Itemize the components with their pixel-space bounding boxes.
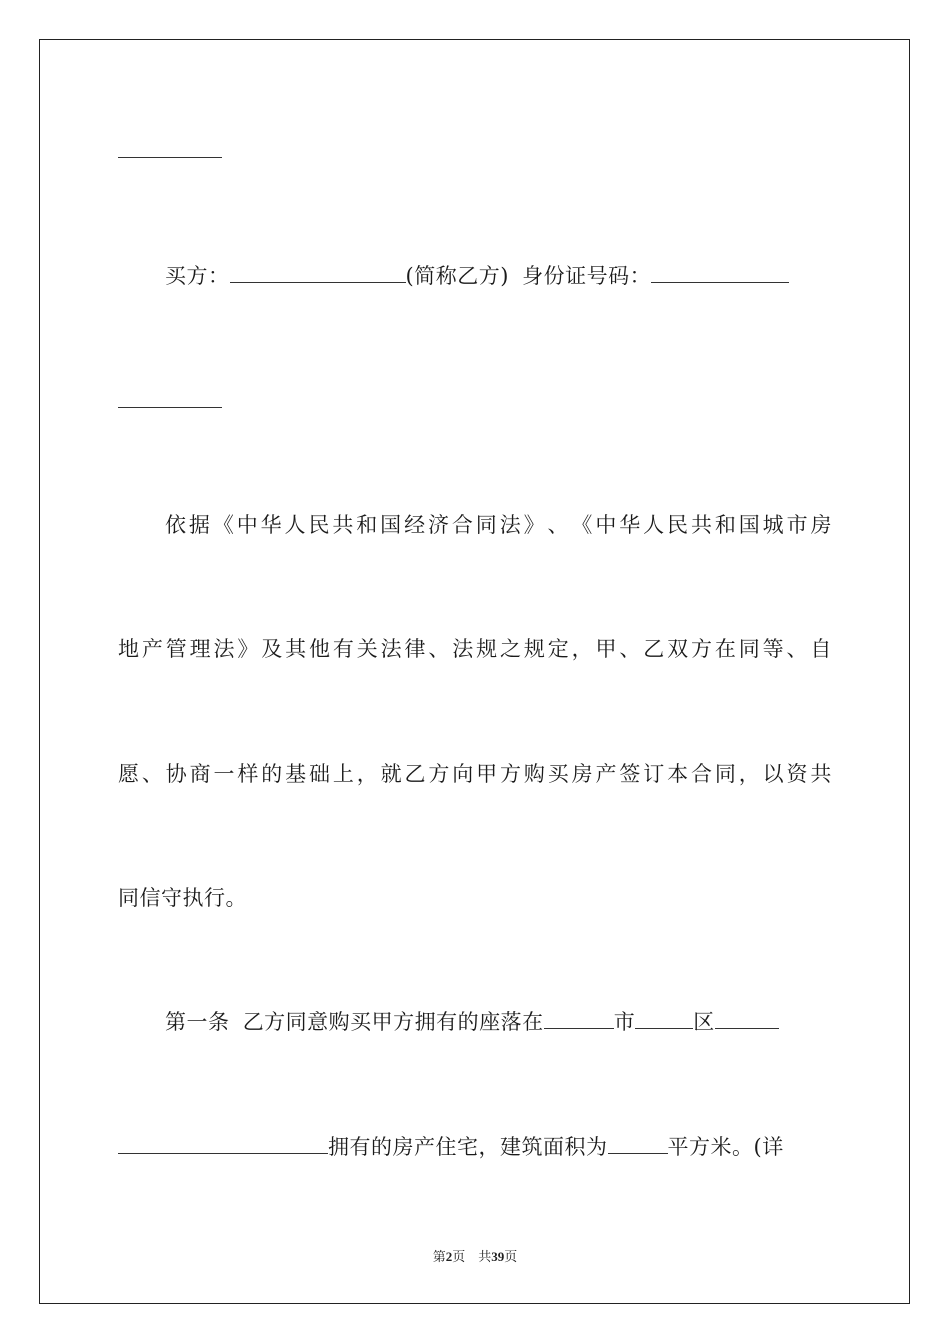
total-page-number: 39	[491, 1249, 505, 1264]
footer-text: 第	[432, 1249, 446, 1264]
article-one-line	[118, 1130, 832, 1164]
id-label: 身份证号码：	[522, 264, 652, 288]
footer-text: 页 共	[452, 1249, 492, 1264]
blank-line	[118, 157, 222, 158]
paragraph-line: 地 产 管 理 法 》 及 其 他 有 关 法 律 、 法 规 之 规 定 ， 甲 、 乙 双 方 在 同 等 、 自	[118, 637, 832, 661]
page-border	[39, 39, 910, 1304]
article-text: 乙方同意购买甲方拥有的座落在	[242, 1010, 544, 1034]
blank-line	[118, 407, 222, 408]
city-blank	[544, 1005, 614, 1029]
buyer-line	[165, 259, 832, 293]
area-blank	[608, 1130, 668, 1154]
id-number-blank	[651, 259, 789, 283]
paragraph-text: 同信守执行。	[118, 886, 247, 910]
buyer-alias: (简称乙方)	[405, 264, 509, 288]
article-one-line	[165, 1005, 832, 1039]
district-blank	[635, 1005, 693, 1029]
paragraph-line: 依 据 《 中 华 人 民 共 和 国 经 济 合 同 法 》 、 《 中 华 人 民 共 和 国 城 市 房	[165, 513, 832, 537]
article-number: 第一条	[165, 1010, 230, 1034]
district-label: 区	[693, 1010, 715, 1034]
street-blank	[715, 1005, 779, 1029]
buyer-name-blank	[230, 259, 406, 283]
current-page-number: 2	[445, 1249, 453, 1264]
paragraph-line	[118, 881, 832, 915]
paragraph-line: 愿 、 协 商 一 样 的 基 础 上 ， 就 乙 方 向 甲 方 购 买 房 产 签 订 本 合 同 ， 以 资 共	[118, 762, 832, 786]
city-label: 市	[613, 1010, 636, 1034]
buyer-label: 买方：	[165, 264, 230, 288]
article-text: 拥有的房产住宅，建筑面积为	[328, 1135, 608, 1159]
footer-text: 页	[504, 1249, 518, 1264]
address-blank	[118, 1130, 328, 1154]
page-footer	[0, 1246, 950, 1265]
area-unit: 平方米。(详	[667, 1135, 784, 1159]
